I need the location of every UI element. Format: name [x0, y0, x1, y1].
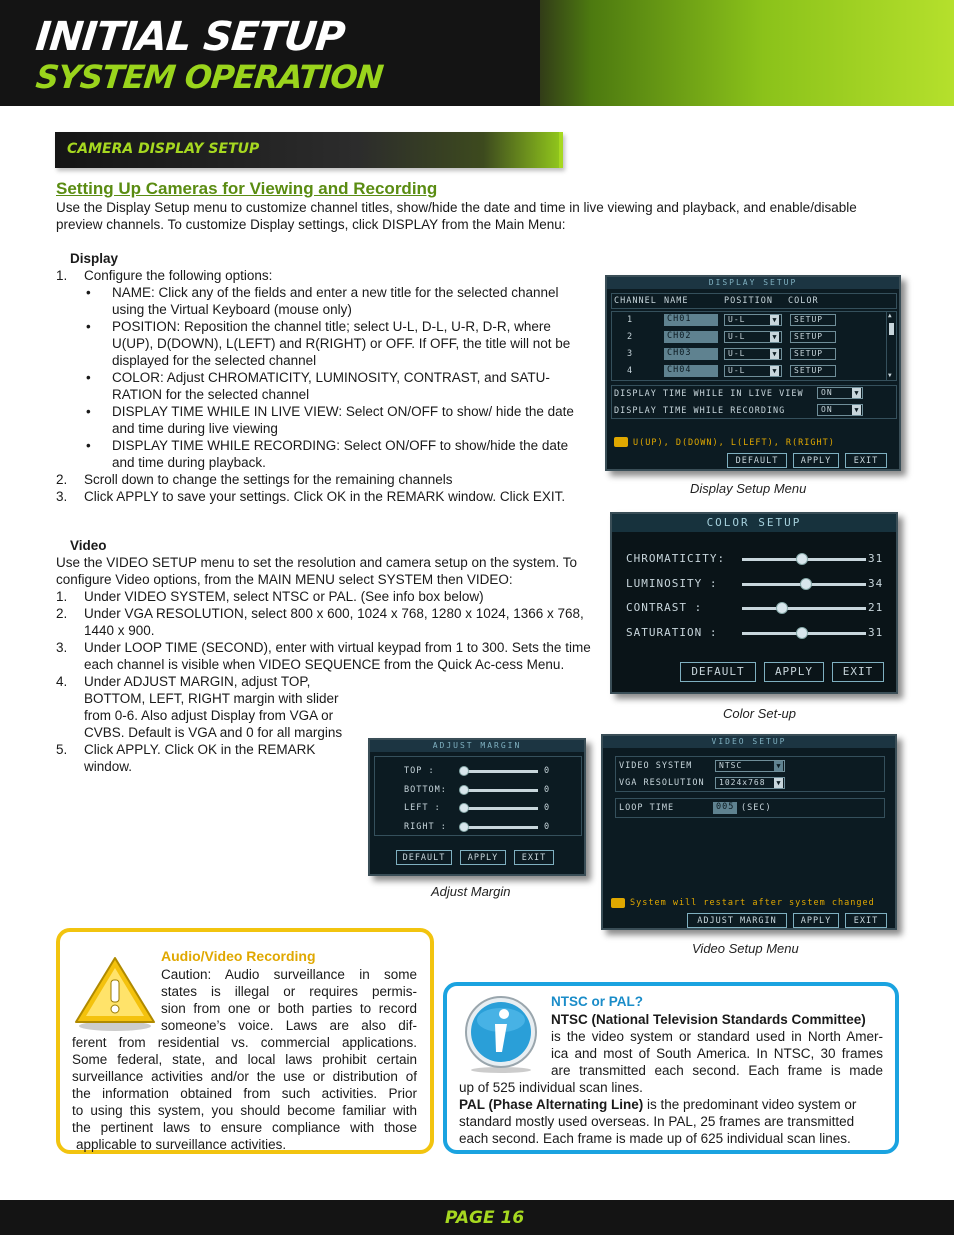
- article-intro: Use the Display Setup menu to customize channel titles, show/hide the date and time in live viewing and playback, and enable/disable preview channels. To customize Display settings, click DISPLAY from the Main Menu:: [56, 200, 857, 232]
- warning-text-bottom: ferent from residential vs. commercial applications. Some federal, state, and local laws prohibit certain surveillance activities and/or the use or distribution of the information obtained from such activities. Prior to using this system, you should become familiar with the pertinent laws to ensure compliance with those applicable to surveillance activities.: [72, 1035, 417, 1152]
- display-bullet: • DISPLAY TIME WHILE RECORDING: Select ON/OFF to show/hide the date and time during playback.: [86, 438, 569, 470]
- default-button[interactable]: DEFAULT: [680, 662, 756, 682]
- margin-slider-value: 0: [544, 821, 551, 832]
- position-select[interactable]: U-L: [724, 314, 782, 326]
- info-title: NTSC or PAL?: [551, 994, 643, 1009]
- channel-number: 2: [627, 332, 634, 342]
- position-select[interactable]: U-L: [724, 331, 782, 343]
- adjust-margin-screen: [368, 738, 586, 876]
- chevron-down-icon[interactable]: ▼: [770, 315, 779, 325]
- info-text-top: NTSC (National Television Standards Committee) is the video system or standard used in North Amer- ica and most of South America. In NTSC, 30 frames are transmitted each second. Each frame is made: [551, 1012, 883, 1078]
- margin-slider-track[interactable]: [462, 789, 538, 792]
- hint-icon: [614, 437, 628, 447]
- channel-number: 4: [627, 366, 634, 376]
- apply-button[interactable]: APPLY: [764, 662, 824, 682]
- adjust-margin-caption: Adjust Margin: [431, 884, 511, 899]
- video-intro: Use the VIDEO SETUP menu to set the resolution and camera setup on the system. To configure Video options, from the MAIN MENU select SYSTEM then VIDEO:: [56, 555, 578, 587]
- color-slider-handle[interactable]: [796, 627, 808, 639]
- vga-resolution-label: VGA RESOLUTION: [619, 778, 705, 788]
- margin-slider-label: RIGHT :: [404, 821, 447, 832]
- apply-button[interactable]: APPLY: [460, 850, 506, 865]
- margin-slider-handle[interactable]: [459, 766, 469, 776]
- page-subtitle: SYSTEM OPERATION: [34, 58, 385, 96]
- default-button[interactable]: DEFAULT: [727, 453, 787, 468]
- video-step: 2. Under VGA RESOLUTION, select 800 x 600, 1024 x 768, 1280 x 1024, 1366 x 768, 1440 x 900.: [56, 606, 584, 638]
- column-header: CHANNEL: [614, 296, 657, 306]
- footer-band: [0, 1200, 954, 1235]
- info-box: [443, 982, 899, 1154]
- column-header: NAME: [664, 296, 689, 306]
- color-slider-value: 21: [868, 601, 884, 614]
- chevron-down-icon[interactable]: ▼: [774, 761, 783, 771]
- apply-button[interactable]: APPLY: [793, 453, 839, 468]
- video-step: 1. Under VIDEO SYSTEM, select NTSC or PAL. (See info box below): [56, 589, 484, 604]
- chevron-down-icon[interactable]: ▼: [770, 332, 779, 342]
- column-header: COLOR: [788, 296, 819, 306]
- default-button[interactable]: DEFAULT: [396, 850, 452, 865]
- header-band: [0, 0, 954, 106]
- exit-button[interactable]: EXIT: [845, 913, 887, 928]
- display-step-3: 3. Click APPLY to save your settings. Click OK in the REMARK window. Click EXIT.: [56, 489, 566, 504]
- margin-slider-track[interactable]: [462, 826, 538, 829]
- section-bar: [55, 132, 563, 168]
- loop-time-unit: (SEC): [741, 803, 772, 813]
- chevron-down-icon[interactable]: ▼: [774, 778, 783, 788]
- display-step-2: 2. Scroll down to change the settings for the remaining channels: [56, 472, 453, 487]
- recording-label: DISPLAY TIME WHILE RECORDING: [614, 406, 786, 416]
- color-setup-caption: Color Set-up: [723, 706, 796, 721]
- restart-hint: System will restart after system changed: [630, 898, 875, 908]
- channel-name-field[interactable]: CH01: [664, 314, 718, 326]
- display-bullet: • COLOR: Adjust CHROMATICITY, LUMINOSITY, CONTRAST, and SATU-RATION for the selected channel: [86, 370, 550, 402]
- table-scrollbar[interactable]: ▲ ▼: [886, 311, 897, 381]
- exit-button[interactable]: EXIT: [832, 662, 884, 682]
- caution-icon: [72, 954, 158, 1032]
- adjust-margin-button[interactable]: ADJUST MARGIN: [687, 913, 787, 928]
- warning-title: Audio/Video Recording: [161, 948, 316, 964]
- display-bullet: • POSITION: Reposition the channel title; select U-L, D-L, U-R, D-R, where U(UP), D(DOWN), L(LEFT) and R(RIGHT) or OFF. If OFF, the title will not be displayed for the selected channel: [86, 319, 571, 368]
- loop-time-label: LOOP TIME: [619, 803, 675, 813]
- display-bullet: • DISPLAY TIME WHILE IN LIVE VIEW: Select ON/OFF to show/ hide the date and time during live viewing: [86, 404, 574, 436]
- margin-slider-handle[interactable]: [459, 785, 469, 795]
- display-bullet: • NAME: Click any of the fields and enter a new title for the selected channel using the Virtual Keyboard (mouse only): [86, 285, 559, 317]
- display-setup-caption: Display Setup Menu: [690, 481, 807, 496]
- recording-select[interactable]: ON: [817, 404, 863, 416]
- color-setup-button[interactable]: SETUP: [790, 348, 836, 360]
- channel-number: 3: [627, 349, 634, 359]
- color-slider-value: 31: [868, 552, 884, 565]
- warning-box: [56, 928, 434, 1154]
- color-setup-button[interactable]: SETUP: [790, 365, 836, 377]
- chevron-down-icon[interactable]: ▼: [770, 366, 779, 376]
- video-setup-title: VIDEO SETUP: [603, 736, 895, 748]
- margin-slider-track[interactable]: [462, 770, 538, 773]
- loop-time-input[interactable]: 005: [713, 802, 737, 814]
- color-slider-handle[interactable]: [800, 578, 812, 590]
- color-slider-handle[interactable]: [776, 602, 788, 614]
- column-header: POSITION: [724, 296, 773, 306]
- vga-resolution-select[interactable]: 1024x768: [715, 777, 785, 789]
- color-slider-value: 34: [868, 576, 884, 590]
- video-step: 3. Under LOOP TIME (SECOND), enter with virtual keypad from 1 to 300. Sets the time each channel is visible when VIDEO SEQUENCE from the Quick Ac-cess Menu.: [56, 640, 591, 672]
- display-step-1: 1. Configure the following options:: [56, 268, 273, 283]
- warning-icon: [611, 898, 625, 908]
- margin-slider-handle[interactable]: [459, 803, 469, 813]
- color-slider-label: CONTRAST :: [626, 601, 703, 614]
- margin-slider-handle[interactable]: [459, 822, 469, 832]
- chevron-down-icon[interactable]: ▼: [852, 388, 861, 398]
- article-heading: Setting Up Cameras for Viewing and Recording: [56, 179, 438, 198]
- color-slider-label: LUMINOSITY :: [626, 576, 718, 590]
- warning-text-top: Caution: Audio surveillance in some states is illegal or requires permis- sion from one or both parties to record someone’s voice. Laws are also dif-: [161, 967, 417, 1033]
- color-slider-handle[interactable]: [796, 553, 808, 565]
- exit-button[interactable]: EXIT: [845, 453, 887, 468]
- page-title: INITIAL SETUP: [33, 14, 347, 60]
- video-setup-caption: Video Setup Menu: [692, 941, 799, 956]
- apply-button[interactable]: APPLY: [793, 913, 839, 928]
- channel-name-field[interactable]: CH03: [664, 348, 718, 360]
- page-number: PAGE 16: [445, 1208, 525, 1228]
- color-setup-title: COLOR SETUP: [612, 514, 896, 532]
- color-slider-label: SATURATION :: [626, 625, 718, 639]
- margin-slider-value: 0: [544, 784, 551, 795]
- live-view-label: DISPLAY TIME WHILE IN LIVE VIEW: [614, 389, 804, 399]
- video-system-select[interactable]: NTSC: [715, 760, 785, 772]
- display-setup-screen: [605, 275, 901, 471]
- channel-name-field[interactable]: CH04: [664, 365, 718, 377]
- video-heading: Video: [70, 538, 107, 553]
- display-instructions: [56, 250, 590, 505]
- margin-slider-label: TOP :: [404, 766, 435, 776]
- color-slider-label: CHROMATICITY:: [626, 552, 726, 565]
- video-setup-screen: [601, 734, 897, 930]
- chevron-down-icon[interactable]: ▼: [852, 405, 861, 415]
- color-setup-button[interactable]: SETUP: [790, 314, 836, 326]
- color-setup-screen: [610, 512, 898, 694]
- video-step: 4. Under ADJUST MARGIN, adjust TOP, BOTTOM, LEFT, RIGHT margin with slider from 0-6. Also adjust Display from VGA or CVBS. Default is VGA and 0 for all margins: [56, 674, 343, 740]
- display-heading: Display: [70, 251, 119, 266]
- adjust-margin-title: ADJUST MARGIN: [370, 740, 584, 752]
- color-slider-track[interactable]: [742, 607, 866, 610]
- margin-slider-track[interactable]: [462, 807, 538, 810]
- channel-number: 1: [627, 315, 634, 325]
- display-setup-title: DISPLAY SETUP: [607, 277, 899, 289]
- info-icon: [461, 994, 541, 1074]
- channel-name-field[interactable]: CH02: [664, 331, 718, 343]
- chevron-down-icon[interactable]: ▼: [770, 349, 779, 359]
- video-system-label: VIDEO SYSTEM: [619, 761, 693, 771]
- margin-slider-value: 0: [544, 766, 551, 776]
- video-step: 5. Click APPLY. Click OK in the REMARK window.: [56, 742, 316, 774]
- position-hint: U(UP), D(DOWN), L(LEFT), R(RIGHT): [633, 438, 835, 448]
- margin-slider-label: LEFT :: [404, 803, 441, 813]
- margin-slider-value: 0: [544, 803, 551, 813]
- section-label: CAMERA DISPLAY SETUP: [67, 141, 260, 157]
- position-select[interactable]: U-L: [724, 365, 782, 377]
- margin-slider-label: BOTTOM:: [404, 784, 447, 795]
- color-setup-button[interactable]: SETUP: [790, 331, 836, 343]
- info-text-bottom: up of 525 individual scan lines. PAL (Phase Alternating Line) is the predominant video system or standard mostly used overseas. In PAL, 25 frames are transmitted each second. Each frame is made up of 625 individual scan lines.: [459, 1080, 857, 1146]
- live-view-select[interactable]: ON: [817, 387, 863, 399]
- position-select[interactable]: U-L: [724, 348, 782, 360]
- color-slider-value: 31: [868, 625, 884, 639]
- exit-button[interactable]: EXIT: [514, 850, 554, 865]
